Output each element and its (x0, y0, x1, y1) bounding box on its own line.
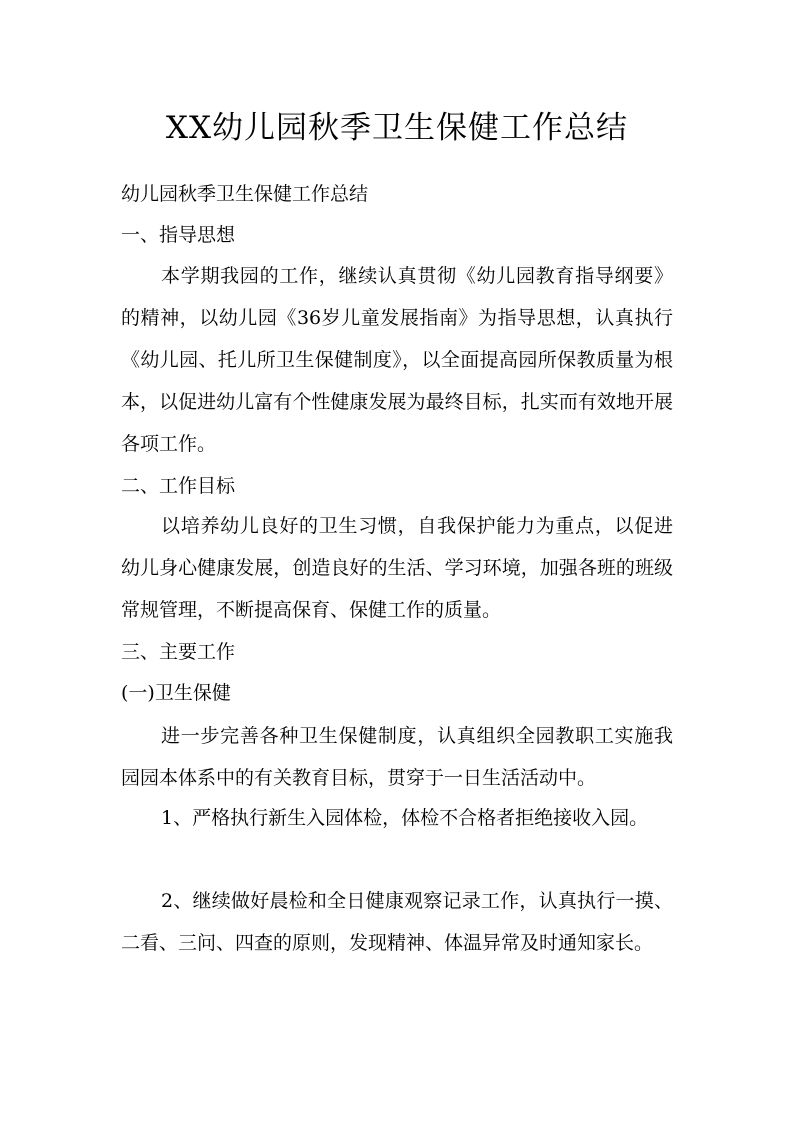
list-item-morning-check: 2、继续做好晨检和全日健康观察记录工作，认真执行一摸、二看、三问、四查的原则，发现精神、体温异常及时通知家长。 (121, 890, 673, 954)
section-heading-work-goals: 二、工作目标 (121, 475, 236, 497)
document-title: XX幼儿园秋季卫生保健工作总结 (165, 110, 629, 146)
document-subtitle: 幼儿园秋季卫生保健工作总结 (121, 183, 369, 205)
list-item-new-student-checkup: 1、严格执行新生入园体检，体检不合格者拒绝接收入园。 (161, 807, 649, 829)
paragraph-work-goals: 以培养幼儿良好的卫生习惯，自我保护能力为重点，以促进幼儿身心健康发展，创造良好的生活、学习环境，加强各班的班级常规管理，不断提高保育、保健工作的质量。 (121, 515, 673, 621)
section-heading-guiding-thought: 一、指导思想 (121, 224, 236, 246)
section-heading-main-work: 三、主要工作 (121, 641, 236, 663)
paragraph-hygiene-care: 进一步完善各种卫生保健制度，认真组织全园教职工实施我园园本体系中的有关教育目标，贯穿于一日生活活动中。 (121, 725, 673, 789)
subsection-heading-hygiene-care: (一)卫生保健 (121, 682, 231, 704)
paragraph-guiding-thought: 本学期我园的工作，继续认真贯彻《幼儿园教育指导纲要》的精神，以幼儿园《36岁儿童发展指南》为指导思想，认真执行《幼儿园、托儿所卫生保健制度》，以全面提高园所保教质量为根本，以促进幼儿富有个性健康发展为最终目标，扎实而有效地开展各项工作。 (121, 265, 673, 455)
